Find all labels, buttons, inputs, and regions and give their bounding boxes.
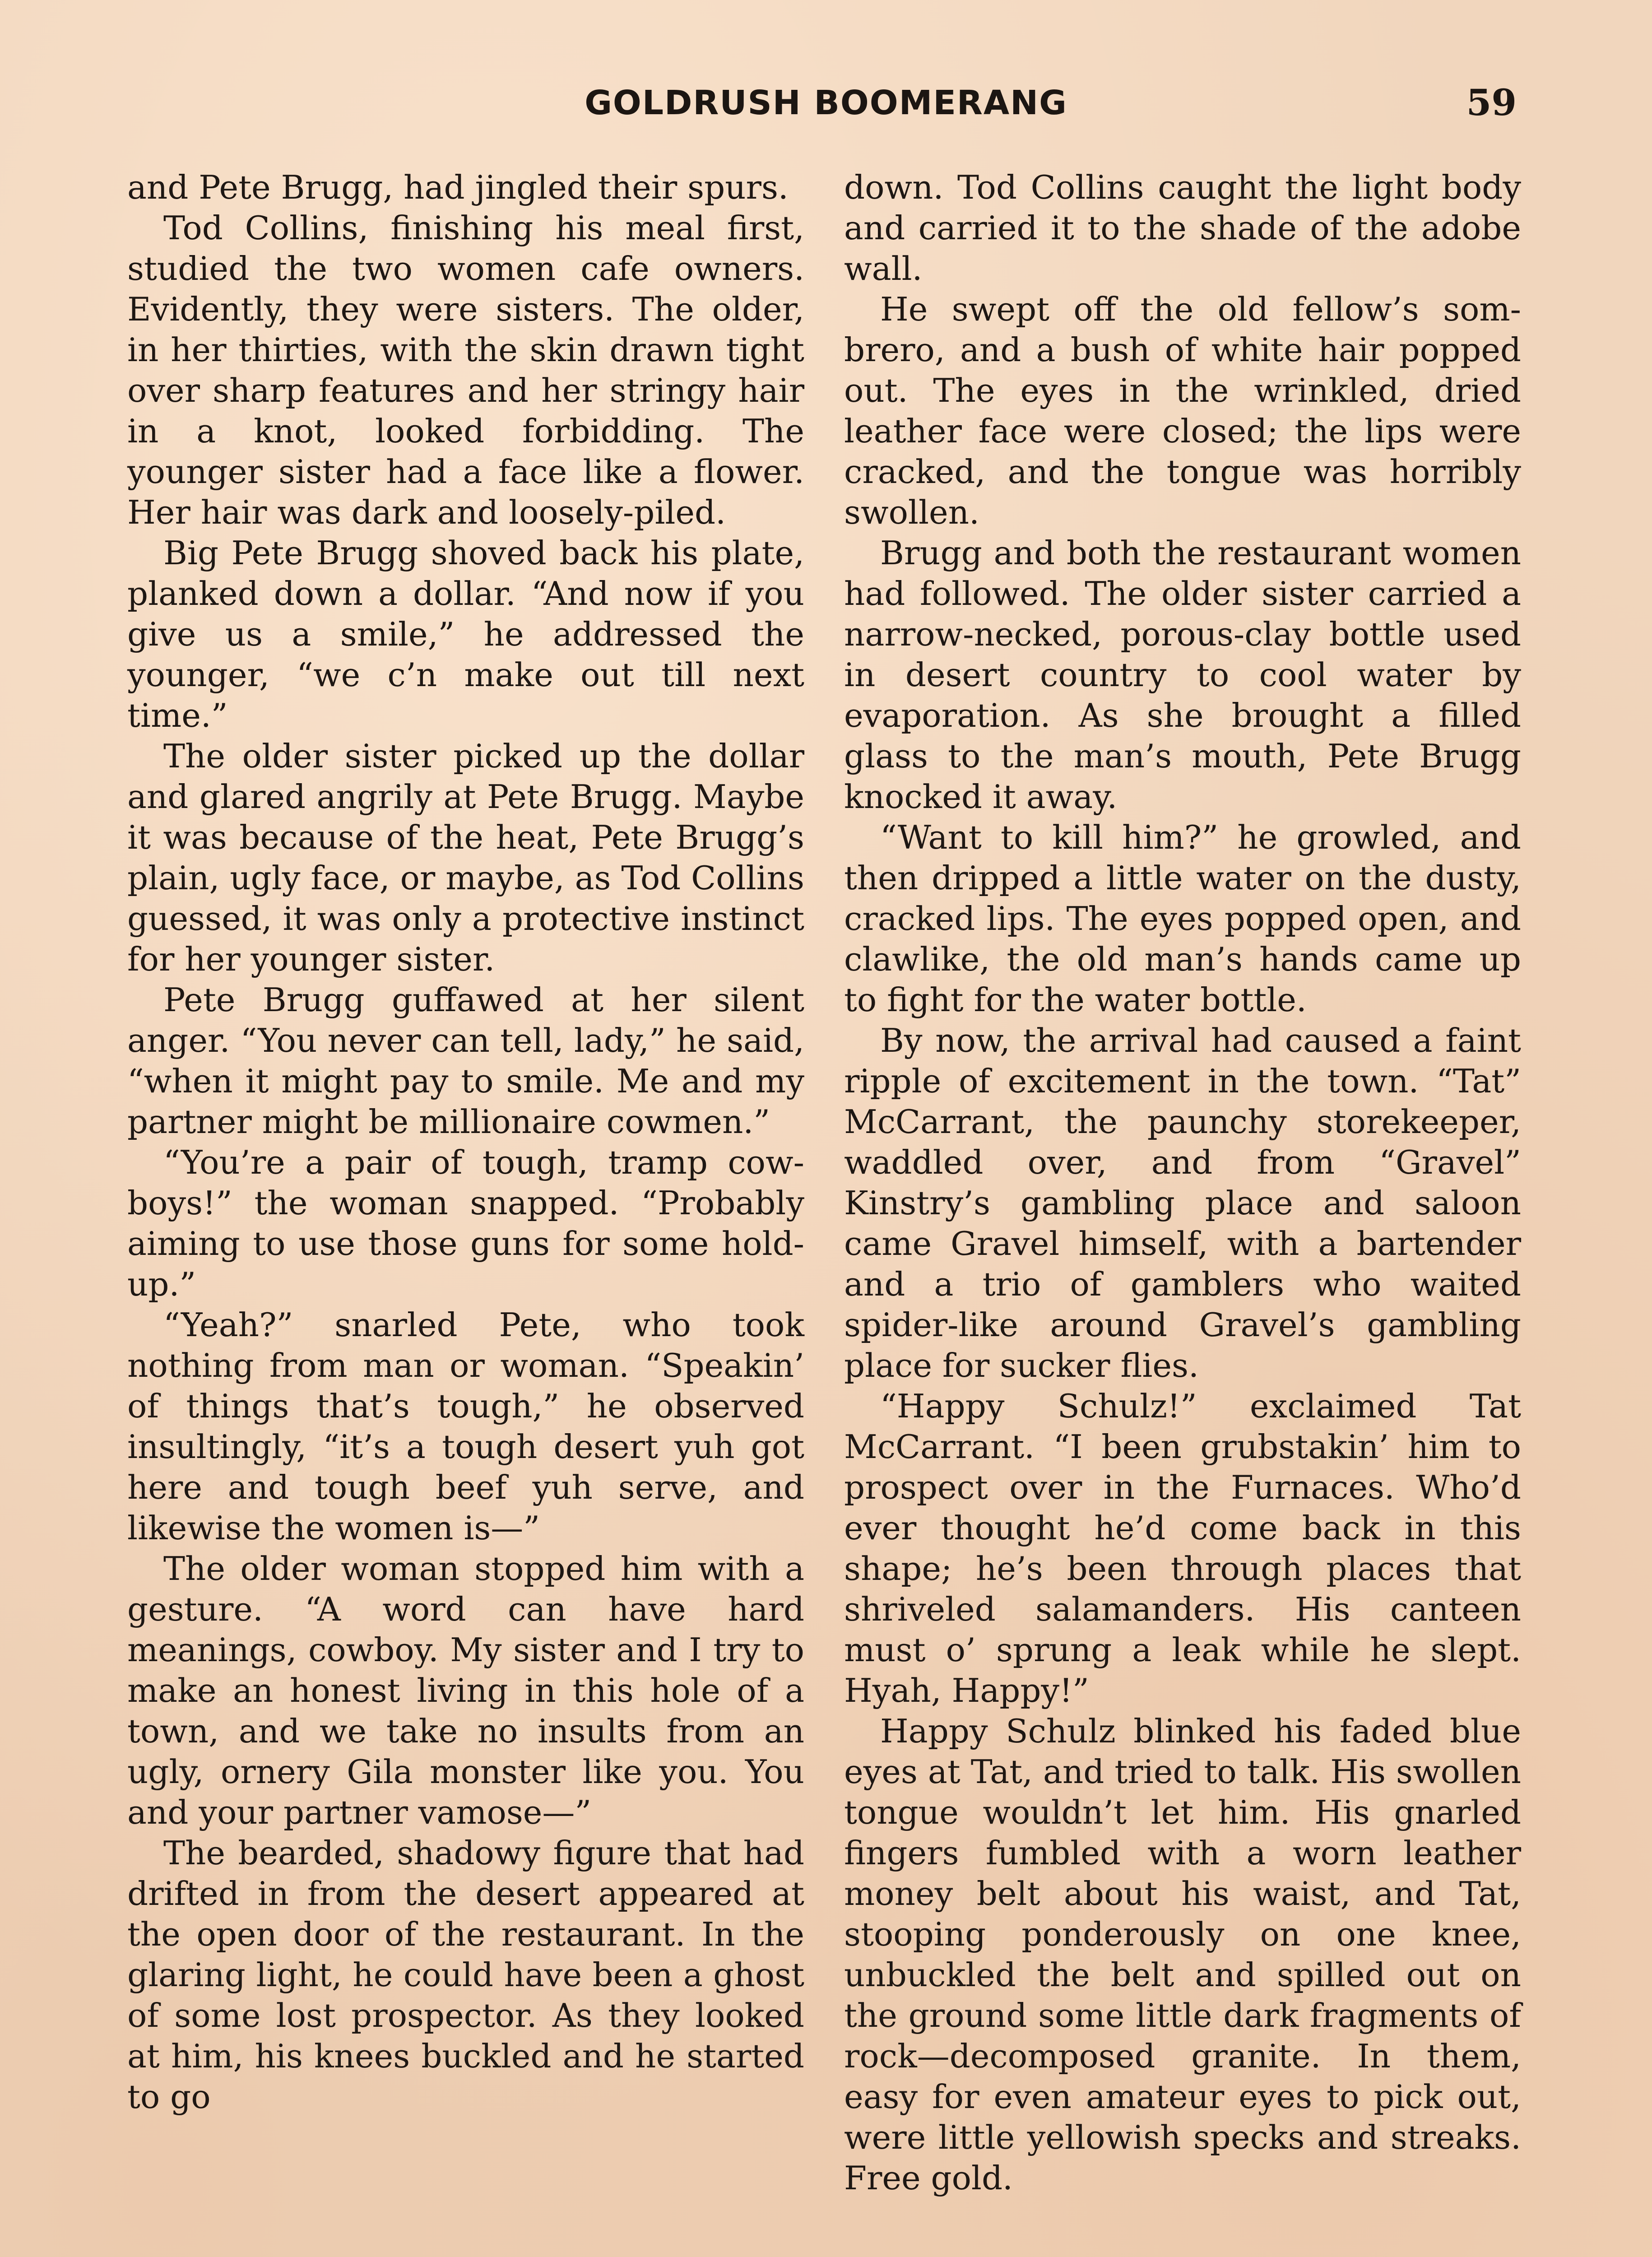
- paragraph: By now, the arrival had caused a faint ripple of excitement in the town. “Tat” McCarrant, the paunchy storekeeper, waddled over, and from “Gravel” Kinstry’s gambling place and saloon came Gravel himself, with a bartender and a trio of gamblers who waited spider-like around Gravel’s gambling place for sucker flies.: [844, 1022, 1521, 1384]
- paragraph: Big Pete Brugg shoved back his plate, planked down a dollar. “And now if you give us a smile,” he addressed the younger, “we c’n make out till next time.”: [127, 534, 804, 734]
- paragraph: The older sister picked up the dollar and glared angrily at Pete Brugg. Maybe it was because of the heat, Pete Brugg’s plain, ugly face, or maybe, as Tod Collins guessed, it was only a protective instinct for her younger sister.: [127, 737, 804, 978]
- text-column-left: [127, 167, 804, 2117]
- paragraph: and Pete Brugg, had jingled their spurs.: [127, 168, 789, 206]
- paragraph: Tod Collins, finishing his meal first, studied the two women cafe owners. Evidently, they were sisters. The older, in her thirties, with the skin drawn tight over sharp features and her stringy hair in a knot, looked forbidding. The younger sister had a face like a flower. Her hair was dark and loosely-piled.: [127, 209, 804, 531]
- running-head: GOLDRUSH BOOMERANG: [585, 84, 1067, 122]
- paragraph: “Happy Schulz!” exclaimed Tat McCarrant. “I been grubstakin’ him to prospect over in the Furnaces. Who’d ever thought he’d come back in this shape; he’s been through places that shriveled salamanders. His canteen must o’ sprung a leak while he slept. Hyah, Happy!”: [844, 1387, 1521, 1709]
- paragraph: “You’re a pair of tough, tramp cowboys!” the woman snapped. “Probably aiming to use those guns for some hold-up.”: [127, 1143, 804, 1303]
- paragraph: The older woman stopped him with a gesture. “A word can have hard meanings, cowboy. My sister and I try to make an honest living in this hole of a town, and we take no insults from an ugly, ornery Gila monster like you. You and your partner vamose—”: [127, 1550, 804, 1831]
- page-number: 59: [1466, 81, 1517, 124]
- paragraph: down. Tod Collins caught the light body and carried it to the shade of the adobe wall.: [844, 168, 1521, 288]
- paragraph: Brugg and both the restaurant women had followed. The older sister carried a narrow-necked, porous-clay bottle used in desert country to cool water by evaporation. As she brought a filled glass to the man’s mouth, Pete Brugg knocked it away.: [844, 534, 1521, 816]
- text-column-right: [844, 167, 1521, 2198]
- paragraph: “Want to kill him?” he growled, and then dripped a little water on the dusty, cracked lips. The eyes popped open, and clawlike, the old man’s hands came up to fight for the water bottle.: [844, 818, 1521, 1019]
- paragraph: “Yeah?” snarled Pete, who took nothing from man or woman. “Speakin’ of things that’s tough,” he observed insultingly, “it’s a tough desert yuh got here and tough beef yuh serve, and likewise the women is—”: [127, 1306, 804, 1547]
- paragraph: He swept off the old fellow’s sombrero, and a bush of white hair popped out. The eyes in the wrinkled, dried leather face were closed; the lips were cracked, and the tongue was horribly swollen.: [844, 290, 1521, 531]
- paragraph: Happy Schulz blinked his faded blue eyes at Tat, and tried to talk. His swollen tongue wouldn’t let him. His gnarled fingers fumbled with a worn leather money belt about his waist, and Tat, stooping ponderously on one knee, unbuckled the belt and spilled out on the ground some little dark fragments of rock—decomposed granite. In them, easy for even amateur eyes to pick out, were little yellowish specks and streaks. Free gold.: [844, 1712, 1521, 2197]
- paragraph: The bearded, shadowy figure that had drifted in from the desert appeared at the open door of the restaurant. In the glaring light, he could have been a ghost of some lost prospector. As they looked at him, his knees buckled and he started to go: [127, 1834, 804, 2116]
- paragraph: Pete Brugg guffawed at her silent anger. “You never can tell, lady,” he said, “when it might pay to smile. Me and my partner might be millionaire cowmen.”: [127, 981, 804, 1141]
